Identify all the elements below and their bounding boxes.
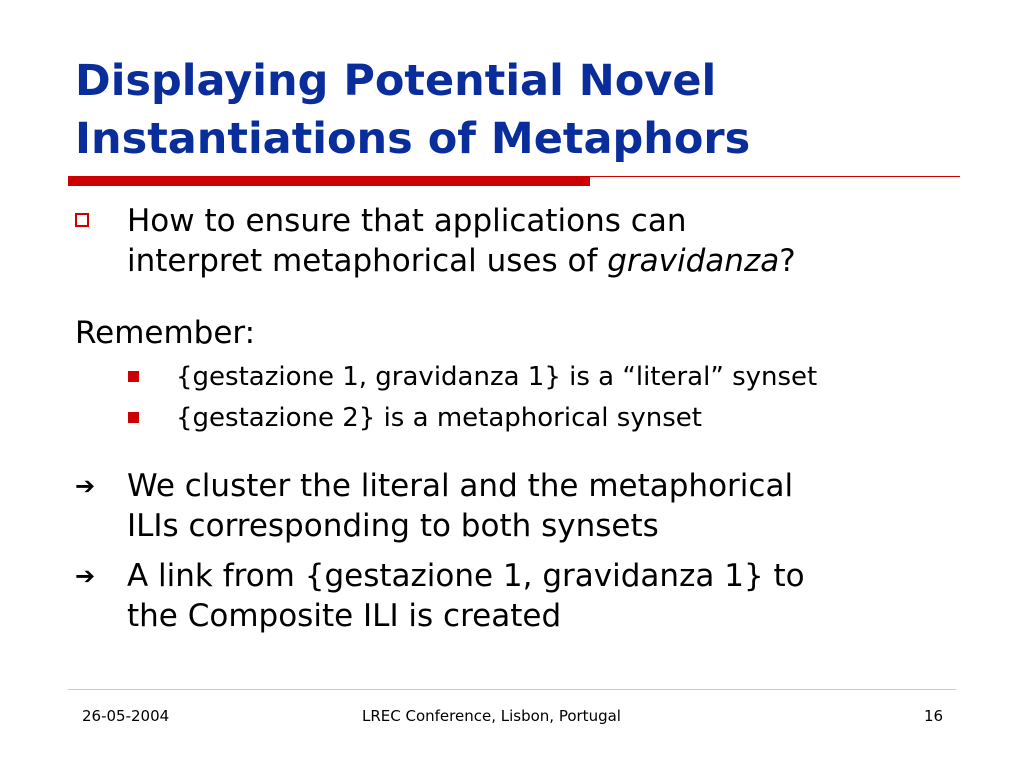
- bullet-line-2-suffix: ?: [779, 243, 796, 279]
- arrow-item-text: [127, 466, 967, 546]
- arrow-item-line-2: ILIs corresponding to both synsets: [127, 508, 659, 544]
- filled-square-bullet-icon: [128, 412, 139, 423]
- right-arrow-icon: ➔: [75, 562, 96, 590]
- filled-square-bullet-icon: [128, 371, 139, 382]
- slide-title: [75, 52, 975, 168]
- footer-divider: [68, 689, 956, 690]
- title-underline-thick: [68, 176, 590, 186]
- italic-term: gravidanza: [607, 243, 780, 279]
- arrow-item-line-1: We cluster the literal and the metaphorical: [127, 468, 794, 504]
- footer-date: 26-05-2004: [82, 707, 170, 725]
- hollow-square-bullet-icon: [75, 213, 89, 227]
- sub-bullet-text: {gestazione 2} is a metaphorical synset: [176, 403, 702, 433]
- bullet-text: [127, 201, 967, 281]
- title-line-2: Instantiations of Metaphors: [75, 114, 751, 164]
- sub-bullet-text: {gestazione 1, gravidanza 1} is a “literal” synset: [176, 362, 818, 392]
- title-line-1: Displaying Potential Novel: [75, 56, 717, 106]
- bullet-line-1: How to ensure that applications can: [127, 203, 687, 239]
- bullet-line-2: [127, 241, 967, 281]
- title-underline-thin: [590, 176, 960, 177]
- footer-conference: LREC Conference, Lisbon, Portugal: [362, 707, 621, 725]
- bullet-line-2-text: interpret metaphorical uses of: [127, 243, 608, 279]
- arrow-item-line-2: the Composite ILI is created: [127, 598, 562, 634]
- arrow-item-text: [127, 556, 967, 636]
- right-arrow-icon: ➔: [75, 472, 96, 500]
- remember-label: Remember:: [75, 315, 256, 351]
- arrow-item-line-1: A link from {gestazione 1, gravidanza 1} to: [127, 558, 805, 594]
- footer-page-number: 16: [924, 707, 944, 725]
